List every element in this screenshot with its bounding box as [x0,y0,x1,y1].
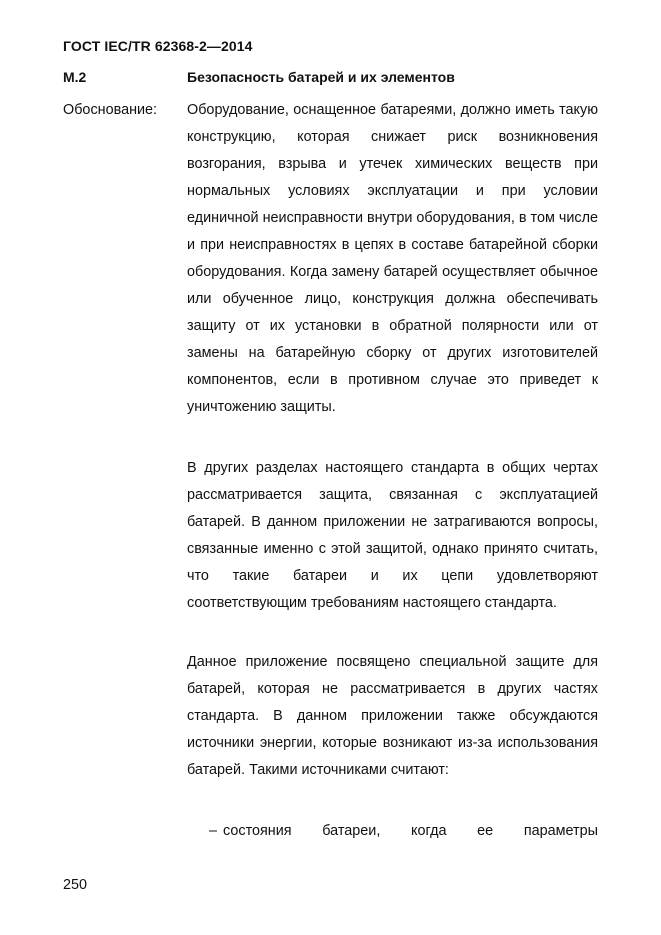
rationale-paragraph-3: Данное приложение посвящено специальной защите для батарей, которая не рассматривается в других частях стандарта. В данном приложении также обсуждаются источники энергии, которые возникают из-за использования батарей. Такими источниками считают: [187,654,598,778]
document-header-standard-code: ГОСТ IEC/TR 62368-2—2014 [63,38,253,54]
section-number: М.2 [63,69,87,85]
page-number: 250 [63,877,88,893]
rationale-paragraph-2: В других разделах настоящего стандарта в общих чертах рассматривается защита, связанная с эксплуатацией батарей. В данном приложении не затрагиваются вопросы, связанные именно с этой защитой, однако принято считать, что такие батареи и их цепи удовлетворяют соответствующим требованиям настоящего стандарта. [187,460,598,611]
list-item-text: состояния батареи, когда ее параметры [223,823,598,839]
rationale-paragraph-1: Оборудование, оснащенное батареями, должно иметь такую конструкцию, которая снижает риск возникновения возгорания, взрыва и утечек химических веществ при нормальных условиях эксплуатации и при условии единичной неисправности внутри оборудования, в том числе и при неисправностях в цепях в составе батарейной сборки оборудования. Когда замену батарей осуществляет обычное или обученное лицо, конструкция должна обеспечивать защиту от их установки в обратной полярности или от замены на батарейную сборку от других изготовителей компонентов, если в противном случае это приведет к уничтожению защиты. [187,102,598,415]
bullet-dash: – [209,823,218,839]
rationale-label: Обоснование: [63,102,158,118]
section-title: Безопасность батарей и их элементов [187,69,455,85]
list-item [209,818,598,845]
